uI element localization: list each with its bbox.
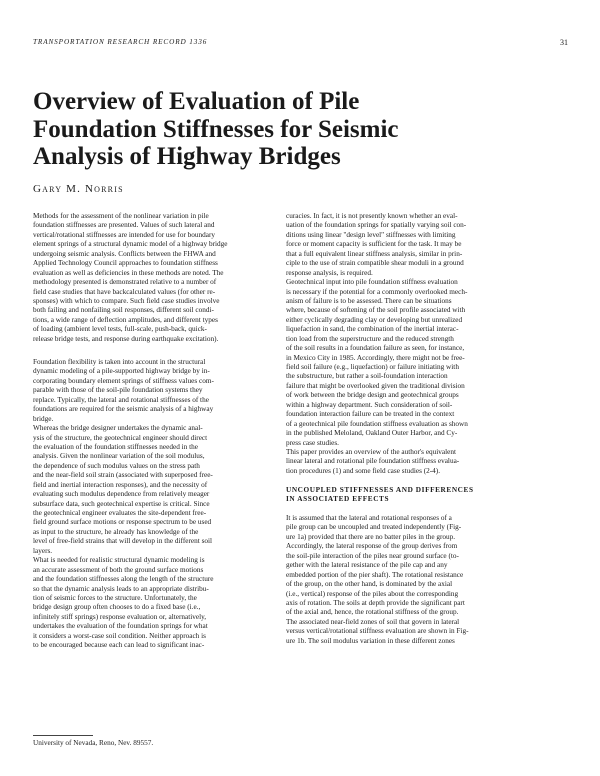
body-text-line: foundation interaction failure can be treated in the context: [286, 410, 455, 419]
body-text-line: embedded portion of the pier shaft). The rotational resistance: [286, 570, 464, 579]
body-text-line: analysis. Given the nonlinear variation of the soil modulus,: [33, 452, 205, 461]
abstract-line: field case studies that have backcalculated values (for other re-: [33, 287, 216, 296]
body-text-line: corporating boundary element springs of stiffness values com-: [33, 376, 214, 385]
body-text-line: dynamic modeling of a pile-supported highway bridge by in-: [33, 367, 210, 376]
abstract-line: evaluation as well as deficiencies in these methods are noted. The: [33, 268, 224, 277]
body-text-line: in the published Meloland, Oakland Outer Harbor, and Cy-: [286, 429, 458, 438]
title-line: Overview of Evaluation of Pile: [33, 88, 360, 115]
body-text-line: ure 1a) provided that there are no batter piles in the group.: [286, 532, 456, 541]
abstract-line: undergoing seismic analysis. Conflicts between the FHWA and: [33, 249, 216, 258]
body-text-line: of work between the bridge design and geotechnical groups: [286, 391, 459, 400]
body-text-line: the dependence of such modulus values on the stress path: [33, 461, 200, 470]
running-head: TRANSPORTATION RESEARCH RECORD 1336: [33, 38, 208, 46]
body-text-line: curacies. In fact, it is not presently known whether an eval-: [286, 212, 458, 220]
footnote-divider: [33, 735, 93, 736]
body-text-line: infinitely stiff springs) response evaluation or, alternatively,: [33, 612, 207, 621]
body-text-line: and the near-field soil strain (associated with superposed free-: [33, 471, 213, 480]
author-affiliation-footnote: University of Nevada, Reno, Nev. 89557.: [33, 739, 154, 747]
abstract-line: release bridge tests, and response during earthquake excitation).: [33, 334, 219, 343]
body-text-line: it considers a worst-case soil condition. Neither approach is: [33, 631, 206, 640]
body-text-line: the geotechnical engineer evaluates the site-dependent free-: [33, 509, 207, 517]
body-text-line: as input to the structure, he already has knowledge of the: [33, 527, 199, 536]
body-text-line: the soil-pile interaction of the piles near ground surface (to-: [286, 551, 459, 560]
body-text-line: parable with those of the soil-pile foundation systems they: [33, 386, 203, 395]
title-line: Foundation Stiffnesses for Seismic: [33, 115, 399, 143]
body-text-line: force or moment capacity is sufficient for the task. It may be: [286, 240, 462, 249]
body-text-line: is necessary if the potential for a commonly overlooked mech-: [286, 287, 468, 296]
body-text-line: ditions using linear "design level" stiffnesses with limiting: [286, 230, 456, 239]
section-heading-line: UNCOUPLED STIFFNESSES AND DIFFERENCES: [286, 485, 474, 494]
body-text-line: Whereas the bridge designer undertakes the dynamic anal-: [33, 424, 203, 433]
body-text-line: [286, 476, 548, 485]
body-text-line: replace. Typically, the lateral and rotational stiffnesses of the: [33, 395, 209, 404]
body-text-line: ure 1b. The soil modulus variation in these different zones: [286, 636, 455, 645]
body-text-line: layers.: [33, 546, 53, 555]
body-text-line: pile group can be uncoupled and treated independently (Fig-: [286, 523, 462, 532]
page-number: 31: [560, 38, 568, 47]
body-text-line: It is assumed that the lateral and rotational responses of a: [286, 514, 452, 522]
body-text-line: tion of seismic forces to the structure. Unfortunately, the: [33, 593, 197, 602]
body-text-line: of the group, on the other hand, is dominated by the axial: [286, 580, 453, 589]
body-text-line: bridge design group often chooses to do a fixed base (i.e.,: [33, 603, 201, 612]
body-text-line: ciple to the use of strain compatible shear moduli in a ground: [286, 259, 464, 268]
body-text-line: Foundation flexibility is taken into account in the structural: [33, 358, 206, 366]
body-text-line: failure that might be overlooked given the traditional division: [286, 381, 465, 390]
body-text-line: Accordingly, the lateral response of the group derives from: [286, 542, 458, 551]
author-name: Gary M. Norris: [33, 183, 124, 195]
body-text-line: ysis of the structure, the geotechnical engineer should direct: [33, 433, 208, 442]
body-text-line: gether with the lateral resistance of the pile cap and any: [286, 561, 448, 570]
body-text-line: axis of rotation. The soils at depth provide the significant part: [286, 598, 465, 607]
body-text-line: (i.e., vertical) response of the piles about the corresponding: [286, 589, 459, 598]
body-text-line: of the soil results in a foundation failure as seen, for instance,: [286, 344, 465, 353]
body-text-line: level of free-field strains that will develop in the different soil: [33, 537, 213, 546]
body-text-line: field soil failure (e.g., liquefaction) or failure initiating with: [286, 363, 459, 371]
abstract: [33, 212, 295, 344]
body-text-line: response analysis, is required.: [286, 268, 373, 277]
body-text-line: subsurface data, such geotechnical expertise is critical. Since: [33, 499, 210, 508]
body-text-line: so that the dynamic analysis leads to an appropriate distribu-: [33, 584, 209, 593]
abstract-line: vertical/rotational stiffnesses are intended for use for boundary: [33, 230, 216, 239]
body-text-line: in Mexico City in 1985. Accordingly, there might not be free-: [286, 353, 465, 362]
body-text-line: either cyclically degrading clay or developing but unrealized: [286, 315, 463, 324]
body-text-line: undertakes the evaluation of the foundation springs for what: [33, 622, 208, 631]
abstract-line: sponses) with which to compare. Such field case studies involve: [33, 296, 220, 305]
body-text-line: where, because of softening of the soil profile associated with: [286, 306, 466, 315]
body-text-line: an accurate assessment of both the ground surface motions: [33, 565, 204, 574]
body-text-line: and the foundation stiffnesses along the length of the structure: [33, 575, 214, 584]
body-text-line: This paper provides an overview of the author's equivalent: [286, 447, 457, 456]
body-text-line: the substructure, but rather a soil-foundation interaction: [286, 372, 448, 381]
body-text-line: The associated near-field zones of soil that govern in lateral: [286, 617, 460, 626]
body-text-line: linear lateral and rotational pile foundation stiffness evalua-: [286, 457, 460, 466]
paper-title: [33, 88, 553, 171]
abstract-line: tions, a wide range of deflection amplitudes, and different types: [33, 315, 218, 324]
body-text-line: that a full equivalent linear stiffness analysis, similar in prin-: [286, 249, 463, 258]
body-text-line: evaluating such modulus dependence from relatively meager: [33, 490, 210, 499]
abstract-line: of loading (ambient level tests, full-scale, push-back, quick-: [33, 325, 207, 334]
abstract-line: Methods for the assessment of the nonlinear variation in pile: [33, 212, 209, 220]
body-text-line: within a highway department. Such consideration of soil-: [286, 400, 453, 409]
body-text-line: field ground surface motions or response spectrum to be used: [33, 518, 212, 527]
abstract-line: element springs of a structural dynamic model of a highway bridge: [33, 240, 228, 249]
abstract-line: foundation stiffnesses are presented. Values of such lateral and: [33, 221, 215, 230]
body-text-line: anism of failure is to be assessed. There can be situations: [286, 296, 452, 305]
title-line: Analysis of Highway Bridges: [33, 143, 341, 170]
body-text-line: bridge.: [33, 414, 54, 423]
abstract-line: both failing and nonfailing soil responses, different soil condi-: [33, 306, 214, 315]
body-text-line: to be encouraged because each can lead to significant inac-: [33, 641, 205, 650]
body-text-line: [286, 505, 548, 514]
abstract-line: methodology presented is demonstrated relative to a number of: [33, 278, 217, 287]
body-text-line: the evaluation of the foundation stiffnesses needed in the: [33, 442, 198, 451]
body-text-line: What is needed for realistic structural dynamic modeling is: [33, 556, 205, 565]
body-text-line: tion load from the superstructure and the reduced strength: [286, 334, 454, 343]
body-text-line: field and inertial interaction responses), and the necessity of: [33, 480, 208, 489]
body-text-line: Geotechnical input into pile foundation stiffness evaluation: [286, 278, 458, 287]
body-text-line: of a geotechnical pile foundation stiffness evaluation as shown: [286, 419, 468, 428]
body-text-line: uation of the foundation springs for spatially varying soil con-: [286, 221, 467, 230]
body-text-line: press case studies.: [286, 438, 339, 447]
left-column-body: [33, 358, 295, 651]
body-text-line: liquefaction in sand, the combination of the inertial interac-: [286, 325, 459, 334]
section-heading-line: IN ASSOCIATED EFFECTS: [286, 495, 390, 504]
abstract-line: Applied Technology Council approaches to foundation stiffness: [33, 259, 218, 268]
body-text-line: foundations are required for the seismic analysis of a highway: [33, 405, 214, 414]
body-text-line: tion procedures (1) and some field case studies (2-4).: [286, 466, 441, 475]
right-column-body: [286, 212, 548, 646]
body-text-line: versus vertical/rotational stiffness evaluation are shown in Fig-: [286, 627, 469, 636]
body-text-line: of the axial and, hence, the rotational stiffness of the group.: [286, 608, 459, 617]
